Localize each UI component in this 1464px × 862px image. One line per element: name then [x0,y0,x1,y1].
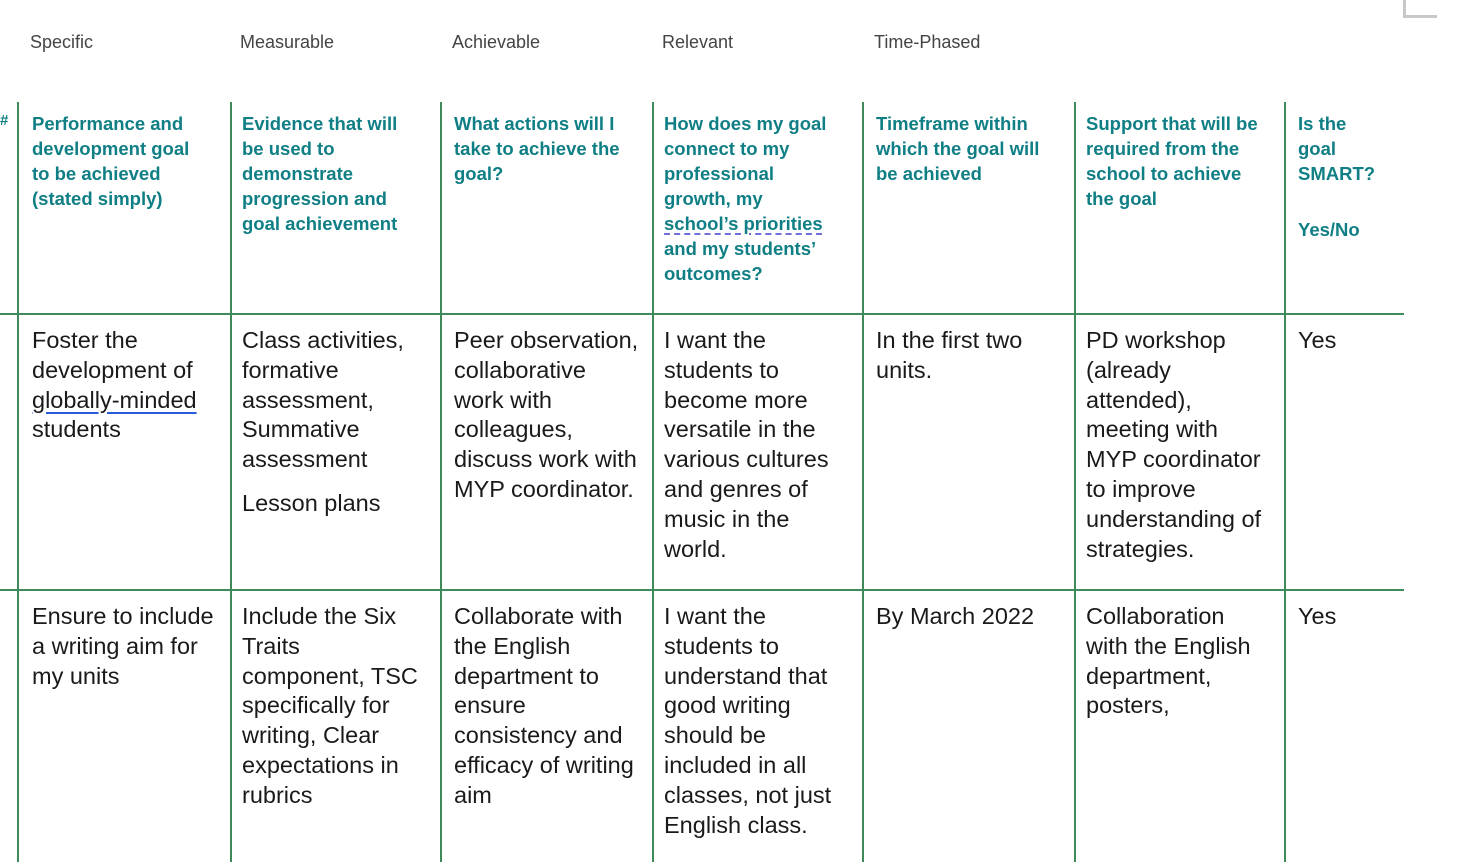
header-line: growth, my [664,188,763,209]
cell-line: Peer observation, [454,327,639,353]
cell-line: work with [454,386,552,413]
smart-label-achievable: Achievable [452,32,541,52]
header-timeframe [876,111,1039,186]
cell-line: should be [664,722,766,749]
cell-line: component, TSC [242,662,418,689]
cell-line: I want the [664,603,766,629]
cell-line: meeting with [1086,416,1218,443]
table-cell-timeframe [876,602,1034,632]
cell-line: department, [1086,662,1212,689]
table-cell-actions [454,602,634,811]
header-line: goal [1298,138,1337,159]
cell-line: In the first two [876,327,1023,353]
cell-line: assessment [242,446,368,473]
table-cell-support [1086,326,1261,564]
cell-line: globally-minded [32,386,197,413]
cell-line: efficacy of writing [454,751,634,778]
cell-line: Yes [1298,603,1337,629]
header-line: outcomes? [664,263,763,284]
header-line: be used to [242,138,335,159]
cell-line: to improve [1086,475,1196,502]
header-relevance [664,111,826,286]
table-cell-relevance [664,602,831,840]
cell-line: various cultures [664,446,829,473]
cell-line: (already [1086,356,1171,383]
smart-label-time-phased: Time-Phased [874,32,981,52]
header-line: Timeframe within [876,113,1028,134]
smart-label-measurable: Measurable [240,32,335,52]
cell-line: become more [664,386,808,413]
cell-line: with the English [1086,632,1251,659]
header-line: which the goal will [876,138,1040,159]
header-line: goal? [454,163,504,184]
cell-line: understanding of [1086,505,1262,532]
cell-line: Collaborate with [454,603,623,629]
cell-line: a writing aim for [32,632,198,659]
cell-line: students to [664,632,779,659]
cell-line: development of [32,356,193,383]
cell-line: Traits [242,632,300,659]
header-line: progression and [242,188,387,209]
cell-line: included in all [664,751,807,778]
cell-line: collaborative [454,356,586,383]
cell-line: units. [876,356,933,383]
header-line: Support that will be [1086,113,1258,134]
table-cell-relevance [664,326,829,564]
cell-line: By March 2022 [876,603,1035,629]
cell-line: colleagues, [454,416,573,443]
cell-line: world. [664,535,727,562]
table-row-divider [0,589,1404,591]
cell-line: students to [664,356,779,383]
cell-line: my units [32,662,120,689]
cell-line: aim [454,781,492,808]
cell-line: good writing [664,692,791,719]
header-line: be achieved [876,163,982,184]
header-goal [32,111,189,211]
table-cell-evidence [242,326,404,519]
header-line: demonstrate [242,163,354,184]
header-line: development goal [32,138,190,159]
table-column-divider [652,102,654,862]
cell-line: rubrics [242,781,313,808]
cell-line: PD workshop [1086,327,1226,353]
cell-line: discuss work with [454,446,637,473]
cell-line: and genres of [664,475,808,502]
header-line: What actions will I [454,113,615,134]
table-cell-evidence [242,602,418,811]
cell-line: English class. [664,811,808,838]
header-yes-no: Yes/No [1298,219,1360,240]
cell-line: posters, [1086,692,1170,719]
cell-line: Ensure to include [32,603,214,629]
cell-line: the English [454,632,571,659]
table-cell-goal [32,602,214,691]
cell-line: MYP coordinator [1086,446,1261,473]
cell-line: specifically for [242,692,390,719]
header-line: (stated simply) [32,188,163,209]
cell-line: Class activities, [242,327,404,353]
number-column-header: # [0,112,9,129]
cell-line: department to [454,662,600,689]
table-column-divider [17,102,19,862]
table-column-divider [862,102,864,862]
cell-line: Lesson plans [242,489,381,516]
cell-line: I want the [664,327,766,353]
cell-line: formative [242,356,339,383]
cell-line: assessment, [242,386,374,413]
cell-line: ensure [454,692,526,719]
cell-line: classes, not just [664,781,832,808]
table-column-divider [230,102,232,862]
table-cell-smart [1298,326,1336,356]
table-column-divider [1284,102,1286,862]
table-column-divider [1074,102,1076,862]
header-line: professional [664,163,774,184]
table-cell-goal [32,326,197,445]
header-smart [1298,111,1375,242]
header-line: SMART? [1298,163,1376,184]
table-cell-support [1086,602,1251,721]
table-cell-smart [1298,602,1336,632]
cell-line: Yes [1298,327,1337,353]
header-line: connect to my [664,138,790,159]
header-line: goal achievement [242,213,398,234]
header-line: school to achieve [1086,163,1242,184]
header-actions [454,111,620,186]
cell-line: understand that [664,662,828,689]
smart-label-specific: Specific [30,32,94,52]
cell-line: versatile in the [664,416,816,443]
header-line: How does my goal [664,113,827,134]
cell-line: students [32,416,121,443]
header-line: required from the [1086,138,1240,159]
header-line: Evidence that will [242,113,398,134]
cell-line: Collaboration [1086,603,1225,629]
corner-crop-mark [1403,0,1437,18]
table-cell-timeframe [876,326,1022,386]
cell-line: expectations in [242,751,399,778]
header-line: take to achieve the [454,138,620,159]
cell-line: attended), [1086,386,1192,413]
cell-line: MYP coordinator. [454,475,634,502]
cell-line: Summative [242,416,360,443]
header-support [1086,111,1258,211]
header-line: to be achieved [32,163,161,184]
cell-line: Foster the [32,327,138,353]
header-line: Is the [1298,113,1347,134]
header-line: Performance and [32,113,184,134]
smart-label-relevant: Relevant [662,32,734,52]
cell-line: writing, Clear [242,722,380,749]
header-line: and my students’ [664,238,817,259]
header-line: school’s priorities [664,213,823,234]
header-line: the goal [1086,188,1157,209]
header-evidence [242,111,397,236]
table-column-divider [440,102,442,862]
table-cell-actions [454,326,638,505]
cell-line: music in the [664,505,790,532]
table-row-divider [0,313,1404,315]
cell-line: consistency and [454,722,623,749]
cell-line: strategies. [1086,535,1195,562]
cell-line: Include the Six [242,603,397,629]
